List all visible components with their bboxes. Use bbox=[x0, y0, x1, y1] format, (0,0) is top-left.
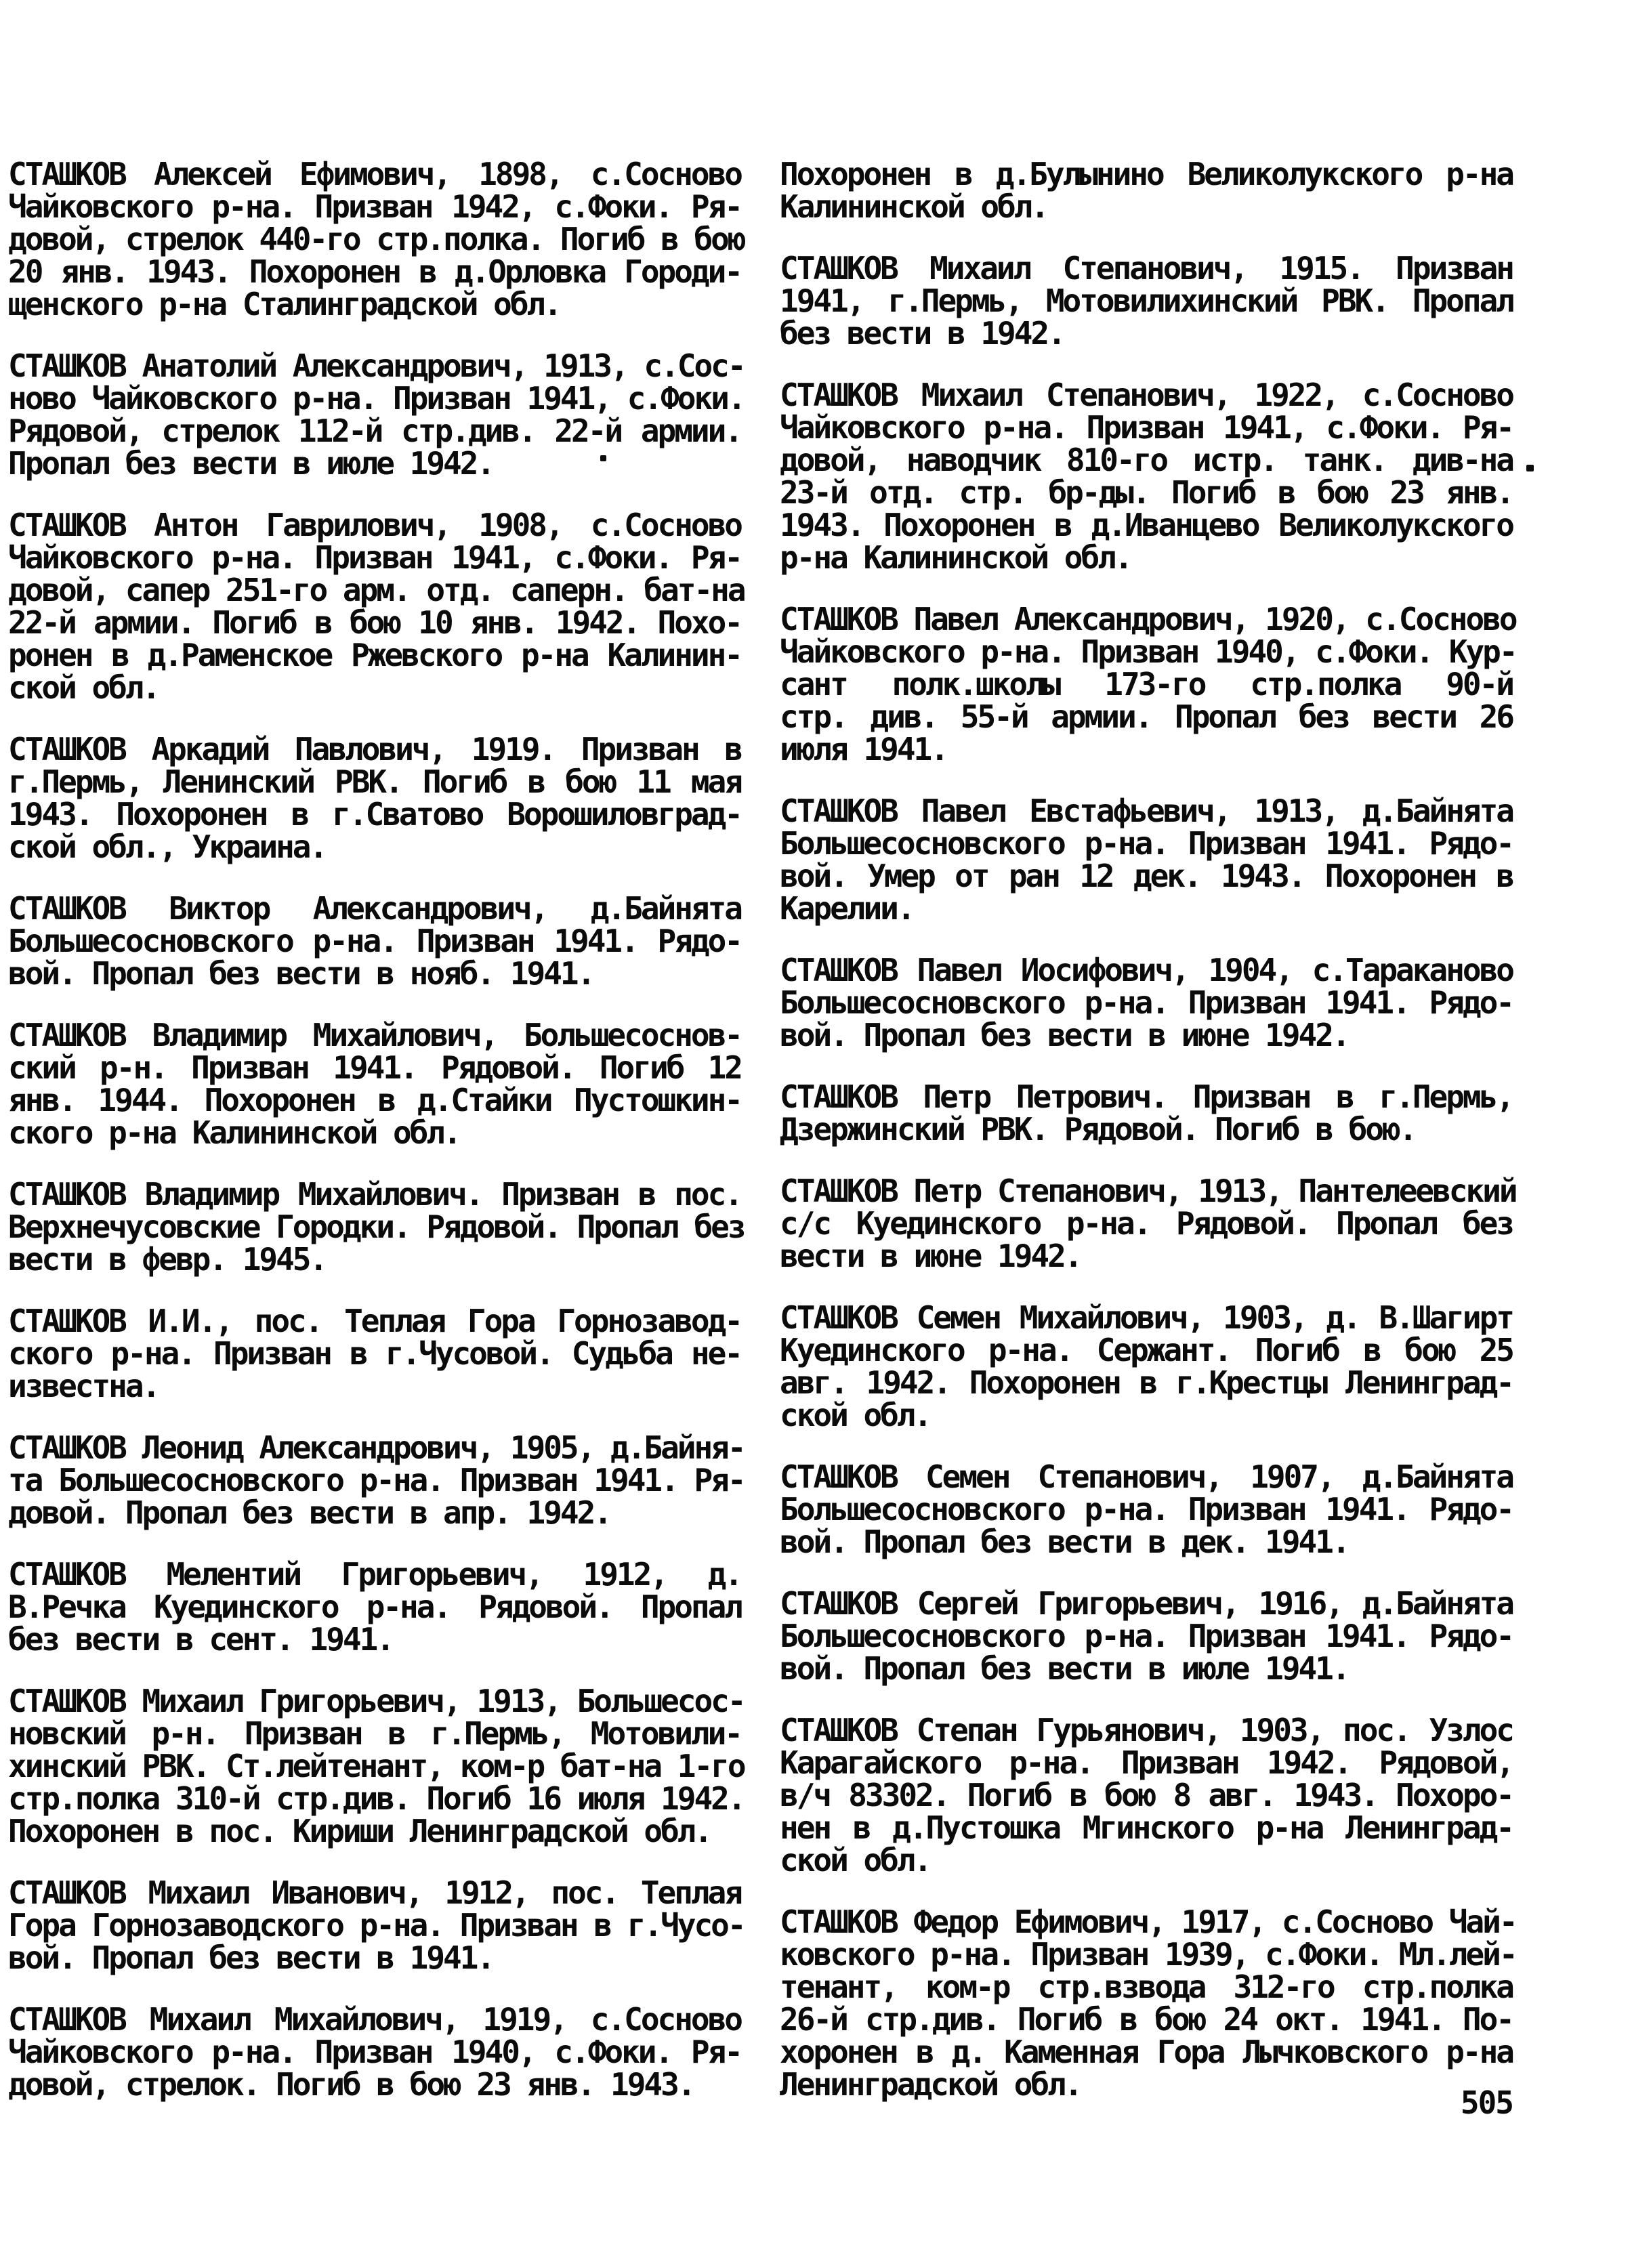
entry-line: СТАШКОВ Алексей Ефимович, 1898, с.Сосново bbox=[8, 156, 741, 192]
entry-line: СТАШКОВ Михаил Григорьевич, 1913, Большесос- bbox=[8, 1683, 745, 1719]
memorial-entry bbox=[8, 892, 741, 990]
entry-line: ского р-на. Призван в г.Чусовой. Судьба не- bbox=[8, 1335, 741, 1372]
entry-line: СТАШКОВ Петр Петрович. Призван в г.Пермь, bbox=[780, 1078, 1513, 1115]
entry-line: Чайковского р-на. Призван 1941, с.Фоки. Ря- bbox=[8, 539, 741, 576]
entry-line: Большесосновского р-на. Призван 1941. Рядо- bbox=[8, 923, 741, 959]
memorial-entry bbox=[8, 156, 745, 322]
memorial-entry bbox=[780, 1587, 1513, 1685]
entry-line: ской обл. bbox=[780, 1842, 931, 1878]
memorial-entry bbox=[8, 1305, 741, 1402]
entry-line: Большесосновского р-на. Призван 1941. Рядо- bbox=[780, 984, 1513, 1021]
entry-line: Чайковского р-на. Призван 1941, с.Фоки. Ря- bbox=[780, 409, 1513, 446]
entry-line: СТАШКОВ И.И., пос. Теплая Гора Горнозавод- bbox=[8, 1303, 741, 1339]
memorial-entry bbox=[780, 158, 1513, 223]
entry-line: СТАШКОВ Семен Михайлович, 1903, д. В.Шагирт bbox=[780, 1299, 1513, 1336]
memorial-entry bbox=[8, 507, 745, 706]
entry-line: ской обл. bbox=[8, 669, 159, 706]
entry-line: СТАШКОВ Анатолий Александрович, 1913, с.Сос- bbox=[8, 348, 745, 384]
entry-line: в/ч 83302. Погиб в бою 8 авг. 1943. Похоро- bbox=[780, 1777, 1513, 1813]
entry-line: СТАШКОВ Михаил Иванович, 1912, пос. Теплая bbox=[8, 1874, 741, 1911]
entry-line: довой, стрелок 440-го стр.полка. Погиб в бою bbox=[8, 221, 745, 257]
memorial-entry bbox=[8, 348, 745, 482]
entry-line: СТАШКОВ Мелентий Григорьевич, 1912, д. bbox=[8, 1556, 741, 1593]
memorial-entry bbox=[8, 1874, 745, 1976]
ink-speck bbox=[600, 455, 606, 461]
memorial-entry bbox=[780, 1458, 1513, 1560]
entry-line: СТАШКОВ Степан Гурьянович, 1903, пос. Узлос bbox=[780, 1712, 1513, 1748]
page-number: 505 bbox=[1460, 2084, 1513, 2121]
entry-line: ново Чайковского р-на. Призван 1941, с.Фоки. bbox=[8, 380, 745, 417]
entry-line: довой, стрелок. Погиб в бою 23 янв. 1943. bbox=[8, 2066, 694, 2103]
entry-line: нен в д.Пустошка Мгинского р-на Ленинград- bbox=[780, 1809, 1513, 1846]
entry-line: г.Пермь, Ленинский РВК. Погиб в бою 11 мая bbox=[8, 763, 741, 800]
memorial-entry bbox=[780, 379, 1513, 574]
memorial-entry bbox=[8, 2003, 741, 2101]
entry-line: вой. Пропал без вести в июне 1942. bbox=[780, 1017, 1349, 1053]
entry-line: вой. Пропал без вести в июле 1941. bbox=[780, 1650, 1349, 1687]
entry-line: ский р-н. Призван 1941. Рядовой. Погиб 12 bbox=[8, 1049, 741, 1086]
entry-line: без вести в сент. 1941. bbox=[8, 1621, 393, 1658]
memorial-entry bbox=[8, 1429, 745, 1531]
entry-line: 23-й отд. стр. бр-ды. Погиб в бою 23 янв. bbox=[780, 474, 1513, 511]
entry-line: ского р-на Калининской обл. bbox=[8, 1114, 460, 1151]
entry-line: авг. 1942. Похоронен в г.Крестцы Ленинград- bbox=[780, 1364, 1513, 1401]
entry-line: В.Речка Куединского р-на. Рядовой. Пропал bbox=[8, 1589, 741, 1625]
entry-line: р-на Калининской обл. bbox=[780, 539, 1131, 576]
entry-line: Карагайского р-на. Призван 1942. Рядовой, bbox=[780, 1744, 1513, 1781]
memorial-entry bbox=[8, 1019, 741, 1149]
entry-line: довой, наводчик 810-го истр. танк. див-на bbox=[780, 442, 1513, 478]
entry-line: сант полк.школы 173-го стр.полка 90-й bbox=[780, 666, 1513, 702]
entry-line: СТАШКОВ Виктор Александрович, д.Байнята bbox=[8, 890, 741, 927]
memorial-entry bbox=[8, 1683, 745, 1849]
entry-line: СТАШКОВ Михаил Степанович, 1915. Призван bbox=[780, 250, 1513, 287]
memorial-entry bbox=[780, 1173, 1516, 1274]
entry-line: известна. bbox=[8, 1368, 159, 1404]
entry-line: 22-й армии. Погиб в бою 10 янв. 1942. Похо- bbox=[8, 604, 741, 641]
entry-line: ской обл., Украина. bbox=[8, 828, 327, 865]
entry-line: без вести в 1942. bbox=[780, 315, 1064, 352]
entry-line: СТАШКОВ Михаил Степанович, 1922, с.Сосново bbox=[780, 377, 1513, 413]
entry-line: Верхнечусовские Городки. Рядовой. Пропал без bbox=[8, 1209, 745, 1245]
entry-line: СТАШКОВ Павел Евстафьевич, 1913, д.Байнята bbox=[780, 793, 1513, 829]
entry-line: стр.полка 310-й стр.див. Погиб 16 июля 1942. bbox=[8, 1780, 745, 1817]
entry-line: ронен в д.Раменское Ржевского р-на Калинин- bbox=[8, 637, 741, 673]
entry-line: Рядовой, стрелок 112-й стр.див. 22-й армии. bbox=[8, 413, 741, 449]
entry-line: ской обл. bbox=[780, 1397, 931, 1433]
memorial-entry bbox=[8, 1176, 745, 1278]
entry-line: ковского р-на. Призван 1939, с.Фоки. Мл.лей- bbox=[780, 1936, 1516, 1973]
entry-line: Чайковского р-на. Призван 1940, с.Фоки. Ря- bbox=[8, 2034, 741, 2070]
memorial-entry bbox=[8, 1558, 741, 1656]
memorial-entry bbox=[780, 954, 1513, 1051]
entry-line: СТАШКОВ Михаил Михайлович, 1919, с.Сосново bbox=[8, 2001, 741, 2038]
entry-line: 1941, г.Пермь, Мотовилихинский РВК. Пропал bbox=[780, 282, 1513, 319]
entry-line: вой. Умер от ран 12 дек. 1943. Похоронен в bbox=[780, 858, 1513, 894]
entry-line: стр. див. 55-й армии. Пропал без вести 26 bbox=[780, 698, 1513, 735]
entry-line: вой. Пропал без вести в нояб. 1941. bbox=[8, 955, 594, 992]
ink-speck bbox=[1526, 465, 1534, 471]
entry-line: вести в февр. 1945. bbox=[8, 1241, 327, 1278]
entry-line: 1943. Похоронен в д.Иванцево Великолукского bbox=[780, 507, 1513, 543]
memorial-entry bbox=[780, 795, 1513, 925]
entry-line: довой, сапер 251-го арм. отд. саперн. бат-на bbox=[8, 572, 745, 608]
entry-line: хоронен в д. Каменная Гора Лычковского р-на bbox=[780, 2034, 1513, 2070]
entry-line: СТАШКОВ Семен Степанович, 1907, д.Байнята bbox=[780, 1458, 1513, 1495]
memorial-entry bbox=[780, 601, 1516, 768]
entry-line: 1943. Похоронен в г.Сватово Ворошиловград- bbox=[8, 796, 741, 833]
entry-line: Большесосновского р-на. Призван 1941. Рядо- bbox=[780, 1491, 1513, 1528]
entry-line: Чайковского р-на. Призван 1942, с.Фоки. Ря- bbox=[8, 188, 741, 225]
left-column bbox=[8, 156, 745, 2103]
entry-line: Ленинградской обл. bbox=[780, 2066, 1081, 2103]
entry-line: 20 янв. 1943. Похоронен в д.Орловка Городи- bbox=[8, 253, 741, 290]
entry-line: июля 1941. bbox=[780, 731, 947, 768]
entry-line: СТАШКОВ Владимир Михайлович, Большесоснов- bbox=[8, 1017, 741, 1053]
entry-line: СТАШКОВ Павел Александрович, 1920, с.Сосново bbox=[780, 601, 1516, 637]
entry-line: СТАШКОВ Антон Гаврилович, 1908, с.Сосново bbox=[8, 507, 741, 543]
entry-line: новский р-н. Призван в г.Пермь, Мотовили- bbox=[8, 1715, 741, 1752]
entry-line: Чайковского р-на. Призван 1940, с.Фоки. Кур- bbox=[780, 633, 1516, 670]
entry-line: Похоронен в пос. Кириши Ленинградской обл. bbox=[8, 1813, 711, 1849]
entry-line: хинский РВК. Ст.лейтенант, ком-р бат-на 1-го bbox=[8, 1748, 745, 1784]
entry-line: СТАШКОВ Сергей Григорьевич, 1916, д.Байнята bbox=[780, 1585, 1513, 1622]
entry-line: СТАШКОВ Федор Ефимович, 1917, с.Сосново Чай- bbox=[780, 1904, 1516, 1940]
entry-line: Карелии. bbox=[780, 890, 914, 927]
entry-line: вой. Пропал без вести в дек. 1941. bbox=[780, 1524, 1349, 1560]
entry-line: Похоронен в д.Булынино Великолукского р-на bbox=[780, 156, 1513, 192]
entry-line: вой. Пропал без вести в 1941. bbox=[8, 1939, 494, 1976]
entry-line: щенского р-на Сталинградской обл. bbox=[8, 286, 560, 322]
entry-line: Большесосновского р-на. Призван 1941. Рядо- bbox=[780, 1618, 1513, 1654]
memorial-entry bbox=[780, 252, 1513, 350]
entry-line: с/с Куединского р-на. Рядовой. Пропал без bbox=[780, 1205, 1513, 1242]
memorial-entry bbox=[780, 1080, 1513, 1146]
entry-line: СТАШКОВ Павел Иосифович, 1904, с.Тараканово bbox=[780, 952, 1513, 988]
entry-line: СТАШКОВ Петр Степанович, 1913, Пантелеевский bbox=[780, 1173, 1516, 1209]
entry-line: Большесосновского р-на. Призван 1941. Рядо- bbox=[780, 825, 1513, 862]
entry-line: та Большесосновского р-на. Призван 1941. Ря- bbox=[8, 1462, 745, 1498]
memorial-entry bbox=[8, 733, 741, 863]
entry-line: СТАШКОВ Леонид Александрович, 1905, д.Байня- bbox=[8, 1429, 745, 1466]
entry-line: янв. 1944. Похоронен в д.Стайки Пустошкин- bbox=[8, 1082, 741, 1118]
entry-line: вести в июне 1942. bbox=[780, 1238, 1081, 1274]
entry-line: довой. Пропал без вести в апр. 1942. bbox=[8, 1494, 610, 1531]
entry-line: Гора Горнозаводского р-на. Призван в г.Чусо- bbox=[8, 1907, 745, 1944]
entry-line: СТАШКОВ Владимир Михайлович. Призван в пос. bbox=[8, 1176, 741, 1213]
entry-line: Калининской обл. bbox=[780, 188, 1048, 225]
entry-line: Пропал без вести в июле 1942. bbox=[8, 445, 494, 482]
entry-line: тенант, ком-р стр.взвода 312-го стр.полка bbox=[780, 1969, 1513, 2005]
entry-line: Куединского р-на. Сержант. Погиб в бою 25 bbox=[780, 1332, 1513, 1368]
memorial-entry bbox=[780, 1301, 1513, 1431]
entry-line: Дзержинский РВК. Рядовой. Погиб в бою. bbox=[780, 1111, 1416, 1148]
entry-line: СТАШКОВ Аркадий Павлович, 1919. Призван в bbox=[8, 731, 741, 768]
entry-line: 26-й стр.див. Погиб в бою 24 окт. 1941. По- bbox=[780, 2001, 1513, 2038]
memorial-entry bbox=[780, 1714, 1513, 1876]
